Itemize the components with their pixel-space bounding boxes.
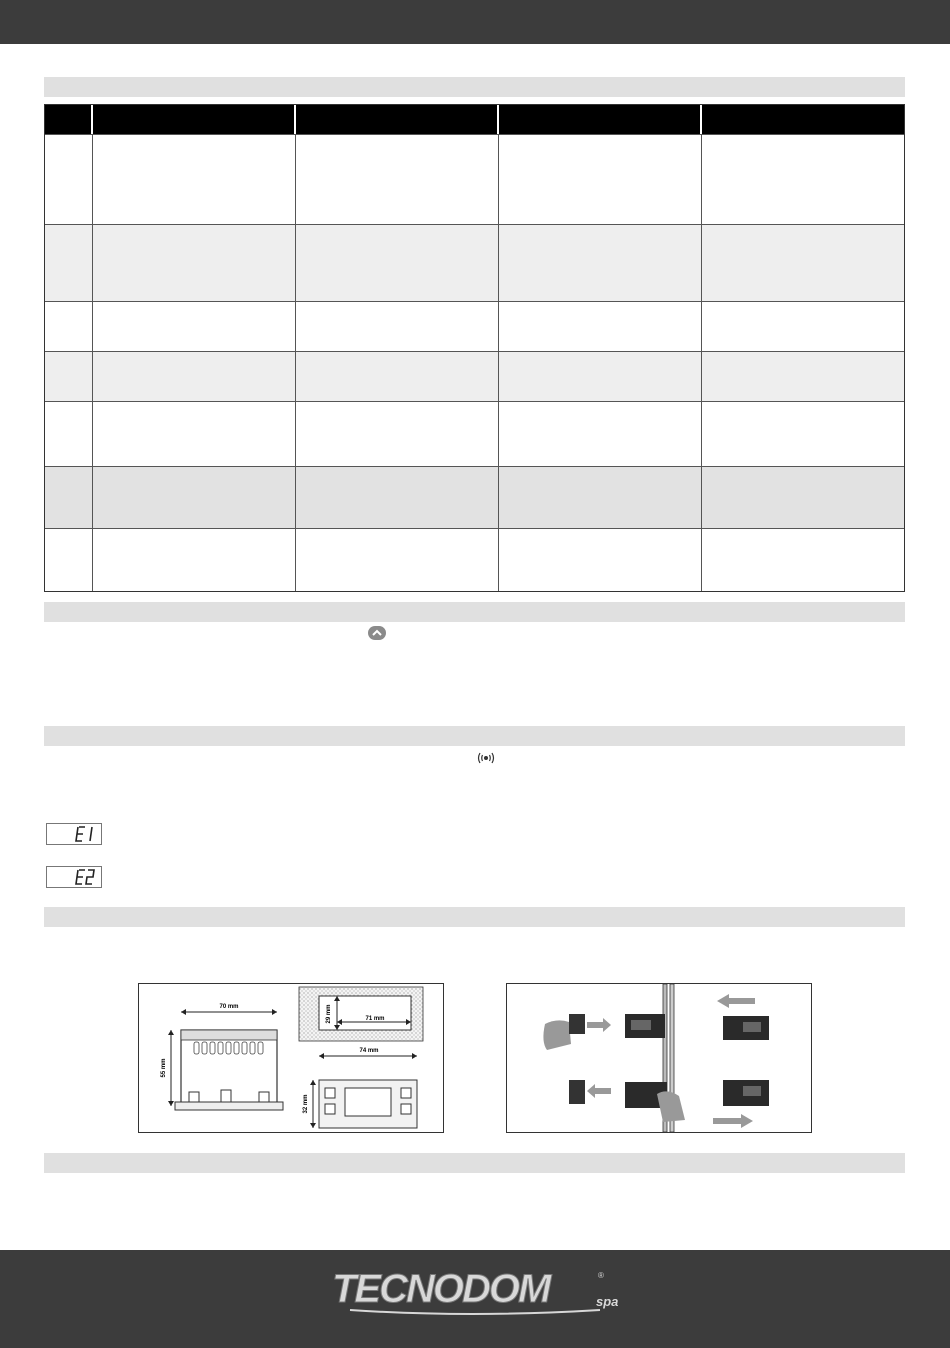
mounting-figure bbox=[506, 983, 812, 1133]
table-row bbox=[45, 351, 904, 401]
table-row bbox=[45, 224, 904, 301]
lcd-e2 bbox=[46, 866, 102, 888]
section-bar-4 bbox=[44, 907, 905, 927]
dim-front-height: 32 mm bbox=[303, 1094, 309, 1114]
section-bar-5 bbox=[44, 1153, 905, 1173]
table-row bbox=[45, 528, 904, 591]
section-bar-2 bbox=[44, 602, 905, 622]
table-row bbox=[45, 401, 904, 466]
header-cell bbox=[296, 105, 499, 134]
dimensions-figure bbox=[138, 983, 444, 1133]
logo-suffix: spa bbox=[596, 1294, 619, 1309]
table-row bbox=[45, 466, 904, 528]
header-cell bbox=[499, 105, 702, 134]
logo-registered: ® bbox=[598, 1271, 604, 1280]
table-row bbox=[45, 134, 904, 224]
dim-cutout-height: 29 mm bbox=[326, 1004, 332, 1024]
hand-icon bbox=[543, 1020, 571, 1050]
arrow-right-icon bbox=[587, 1018, 611, 1032]
data-table bbox=[44, 104, 905, 592]
table-header bbox=[45, 105, 904, 134]
top-bar bbox=[0, 0, 950, 44]
dim-front-width: 74 mm bbox=[359, 1048, 379, 1054]
header-cell bbox=[702, 105, 904, 134]
arrow-left-icon bbox=[717, 994, 755, 1008]
dim-width-top: 70 mm bbox=[219, 1004, 239, 1010]
lcd-e1 bbox=[46, 823, 102, 845]
buzzer-icon bbox=[476, 751, 496, 763]
logo-text: TECNODOM bbox=[332, 1267, 550, 1311]
header-cell bbox=[93, 105, 296, 134]
dim-cutout-width: 71 mm bbox=[365, 1016, 385, 1022]
section-bar-1 bbox=[44, 77, 905, 97]
up-arrow-icon bbox=[368, 626, 386, 640]
tecnodom-logo bbox=[330, 1266, 620, 1322]
dim-height-side: 55 mm bbox=[161, 1058, 167, 1078]
table-row bbox=[45, 301, 904, 351]
header-cell bbox=[45, 105, 93, 134]
section-bar-3 bbox=[44, 726, 905, 746]
